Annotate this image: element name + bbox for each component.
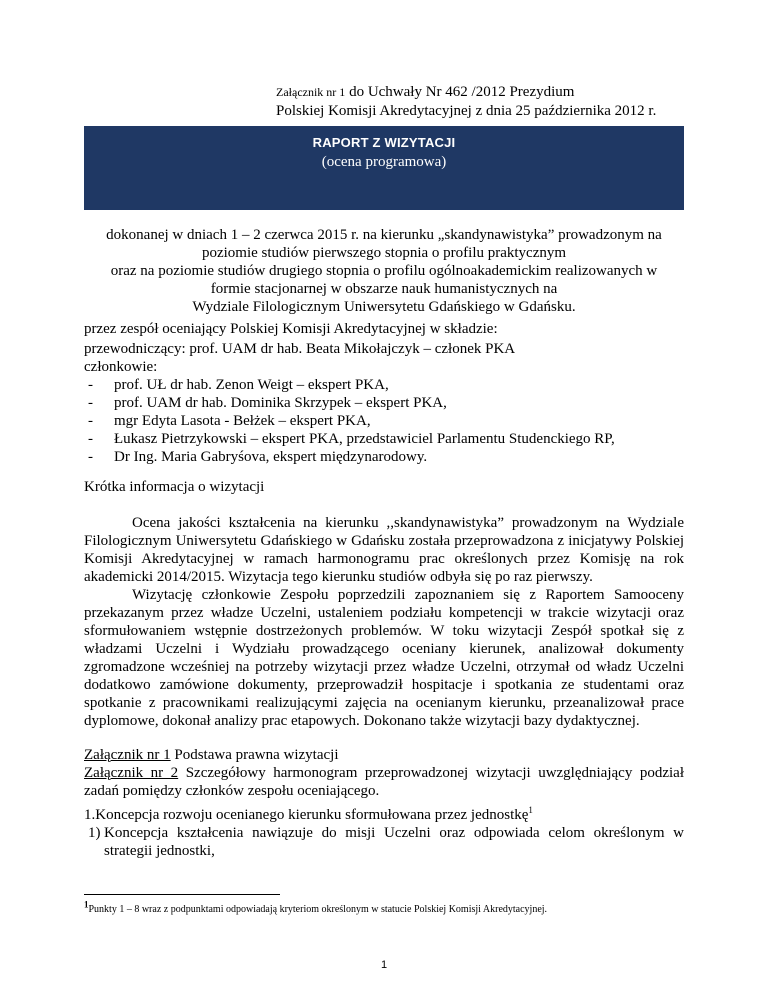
team-chair: przewodniczący: prof. UAM dr hab. Beata Mikołajczyk – członek PKA — [84, 341, 516, 357]
list-item: - prof. UŁ dr hab. Zenon Weigt – ekspert PKA, — [88, 377, 389, 393]
page-number: 1 — [380, 959, 388, 971]
visit-info-paragraph-2: Wizytację członkowie Zespołu poprzedzili zapoznaniem się z Raportem Samooceny przekazanym przez władze Uczelni, ustaleniem podziału kompetencji w trakcie wizytacji oraz sformułowaniem wstępnie dostrzeżonych problemów. W toku wizytacji Zespół spotkał się z władzami Uczelni i Wydziału prowadzącego oceniany kierunek, analizował dokumenty zgromadzone wcześniej na potrzeby wizytacji przez władze Uczelni, otrzymał od władz Uczelni dodatkowo zamówione dokumenty, przeprowadził hospitacje i spotkania ze studentami oraz spotkanie z pracownikami realizującymi zajęcia na ocenianym kierunku, przeanalizował prace dyplomowe, dokonał analizy prac etapowych. Dokonano także wizytacji bazy dydaktycznej. — [84, 587, 684, 729]
scope-line: poziomie studiów pierwszego stopnia o profilu praktycznym — [201, 245, 567, 261]
scope-line: Wydziale Filologicznym Uniwersytetu Gdańskiego w Gdańsku. — [192, 299, 576, 315]
team-chair-block — [84, 340, 684, 376]
header-note-prefix: Załącznik nr 1 — [276, 85, 346, 99]
footnote — [84, 899, 684, 916]
attachment-1: Załącznik nr 1 Podstawa prawna wizytacji — [84, 747, 339, 763]
list-item: - prof. UAM dr hab. Dominika Skrzypek – ekspert PKA, — [88, 395, 447, 411]
criterion-heading: 1.Koncepcja rozwoju ocenianego kierunku sformułowana przez jednostkę$^1$ — [84, 805, 533, 823]
footnote-mark: 1 — [84, 899, 89, 910]
criterion-section — [84, 806, 684, 860]
visit-info-heading: Krótka informacja o wizytacji — [84, 479, 265, 495]
report-title-banner — [84, 126, 684, 210]
header-note-line2: Polskiej Komisji Akredytacyjnej z dnia 25 października 2012 r. — [276, 103, 657, 119]
list-item: - mgr Edyta Lasota - Bełżek – ekspert PKA, — [88, 413, 371, 429]
criterion-item: 1) Koncepcja kształcenia nawiązuje do misji Uczelni oraz odpowiada celom określonym w strategii jednostki, — [88, 825, 684, 859]
visit-info-paragraph-1: Ocena jakości kształcenia na kierunku ,,skandynawistyka” prowadzonym na Wydziale Filologicznym Uniwersytetu Gdańskiego w Gdańsku została przeprowadzona z inicjatywy Polskiej Komisji Akredytacyjnej w ramach harmonogramu prac określonych przez Komisję na rok akademicki 2014/2015. Wizytacja tego kierunku studiów odbyła się po raz pierwszy. — [84, 515, 684, 585]
footnote-text: Punkty 1 – 8 wraz z podpunktami odpowiadają kryteriom określonym w statucie Polskiej Komisji Akredytacyjnej. — [88, 904, 548, 915]
report-title: RAPORT Z WIZYTACJI — [312, 135, 456, 150]
attachment-2: Załącznik nr 2 Szczegółowy harmonogram przeprowadzonej wizytacji uwzględniający podział zadań pomiędzy członków zespołu oceniającego. — [84, 765, 684, 799]
team-members-label: członkowie: — [84, 359, 158, 375]
scope-line: formie stacjonarnej w obszarze nauk humanistycznych na — [210, 281, 558, 297]
team-members-list — [84, 376, 704, 466]
team-intro: przez zespół oceniający Polskiej Komisji Akredytacyjnej w składzie: — [84, 321, 498, 337]
attachment-1-label: Załącznik nr 1 — [84, 747, 171, 763]
footnote-reference: 1 — [528, 805, 533, 815]
list-item: - Dr Ing. Maria Gabryśova, ekspert międzynarodowy. — [88, 449, 428, 465]
attachments-list — [84, 746, 684, 800]
report-subtitle: (ocena programowa) — [321, 154, 447, 170]
footnote-divider — [84, 894, 280, 895]
scope-line: oraz na poziomie studiów drugiego stopnia o profilu ogólnoakademickim realizowanych w — [110, 263, 658, 279]
attachment-2-label: Załącznik nr 2 — [84, 765, 179, 781]
visit-scope-paragraph — [84, 226, 684, 316]
list-item: - Łukasz Pietrzykowski – ekspert PKA, przedstawiciel Parlamentu Studenckiego RP, — [88, 431, 615, 447]
header-note-line1: Załącznik nr 1 do Uchwały Nr 462 /2012 Prezydium — [276, 84, 575, 100]
scope-line: dokonanej w dniach 1 – 2 czerwca 2015 r. na kierunku „skandynawistyka” prowadzonym na — [106, 227, 662, 243]
attachment-header-note — [276, 83, 656, 121]
